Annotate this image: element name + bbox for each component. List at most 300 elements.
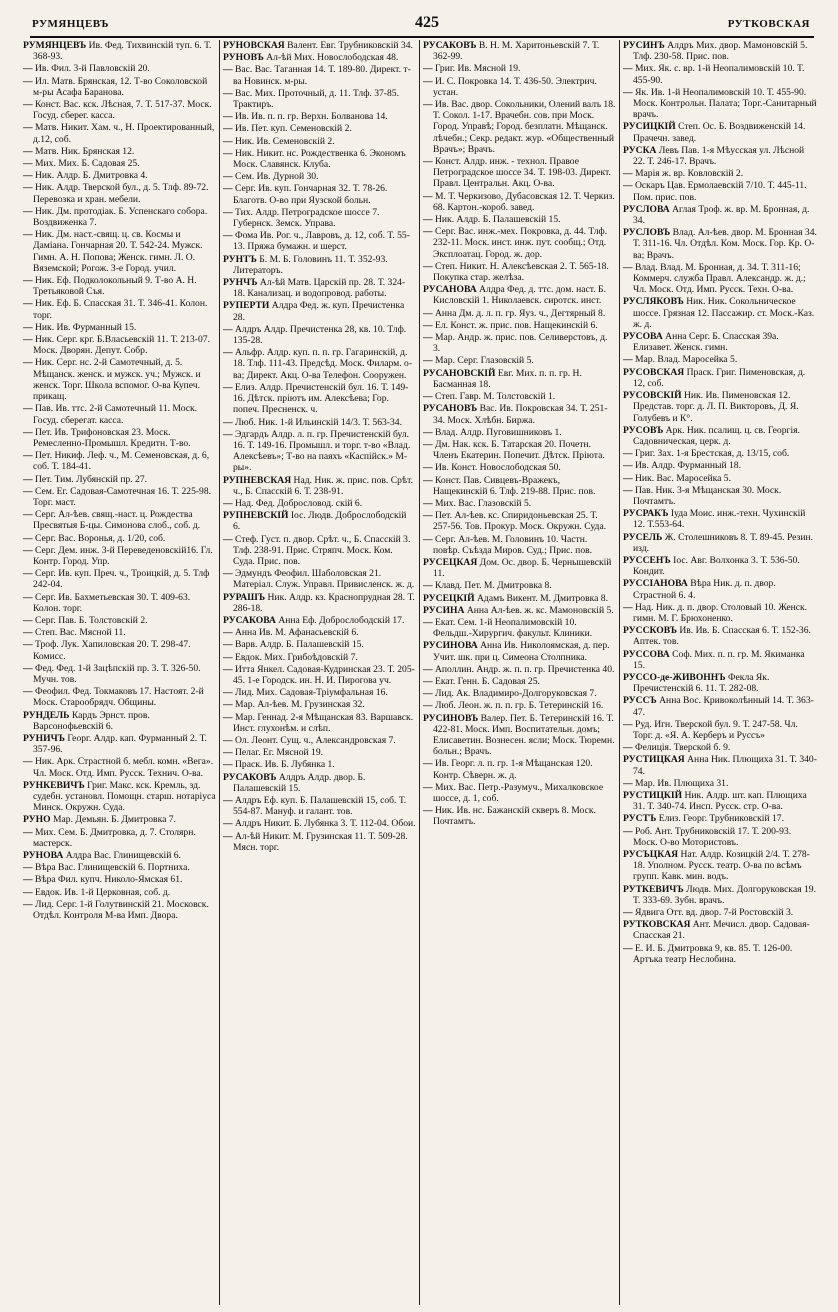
- header-rule: [30, 36, 814, 38]
- directory-entry: [623, 649, 817, 671]
- entry-surname: —: [423, 355, 433, 367]
- directory-entry: [423, 700, 616, 711]
- directory-entry: [423, 534, 616, 556]
- entry-surname: —: [223, 699, 233, 711]
- entry-surname: —: [623, 907, 633, 919]
- entry-details: Ник. Арк. Страстной б. мебл. комн. «Вега». Чл. Моск. Отд. Имп. Русск. Технич. О-ва.: [32, 756, 214, 779]
- entry-details: Арк. Ник. псалищ. ц. св. Георгія. Садовническая, церк. д.: [633, 424, 800, 447]
- entry-surname: —: [23, 321, 33, 333]
- entry-surname: РУССЪ: [623, 695, 657, 707]
- entry-details: Праск. Ив. Б. Лубянка 1.: [232, 759, 335, 771]
- entry-details: Влад. Алдр. Пуговишниковъ 1.: [432, 426, 562, 438]
- entry-details: Григ. Ив. Мясной 19.: [432, 63, 521, 75]
- directory-entry: [23, 568, 216, 590]
- entry-surname: РУСТИЦКАЯ: [623, 754, 685, 766]
- entry-surname: —: [23, 403, 33, 415]
- entry-details: Конст. Алдр. инж. - технол. Правое Петроградское шоссе 34. Т. 198-03. Директ. Правл. Центральн. Акц. О-ва.: [432, 156, 611, 190]
- directory-entry: [223, 652, 416, 663]
- entry-surname: —: [23, 170, 33, 182]
- directory-entry: [23, 850, 216, 861]
- entry-surname: —: [23, 122, 33, 134]
- entry-surname: —: [223, 428, 233, 440]
- entry-details: Григ. Зах. 1-я Брестская, д. 13/15, соб.: [632, 448, 790, 460]
- entry-details: Алдра Фед. д. ттс. дом. наст. Б. Кисловскій 1. Николаевск. сиротск. инст.: [433, 284, 606, 307]
- entry-surname: РУСЛОВА: [623, 203, 670, 215]
- entry-surname: —: [623, 261, 633, 273]
- entry-surname: —: [623, 825, 633, 837]
- directory-entry: [23, 814, 216, 825]
- entry-details: Вѣра Вас. Глинищевскій 6. Портниха.: [32, 862, 190, 874]
- entry-surname: РУСЪЦКАЯ: [623, 849, 679, 861]
- entry-details: Троф. Лук. Хапиловская 20. Т. 298-47. Комисс.: [32, 639, 191, 662]
- entry-details: Вѣра Ник. д. п. двор. Страстной 6. 4.: [633, 578, 776, 601]
- directory-entry: [223, 759, 416, 770]
- entry-surname: —: [423, 474, 433, 486]
- entry-surname: —: [223, 568, 233, 580]
- entry-surname: —: [223, 206, 233, 218]
- entry-surname: —: [623, 180, 633, 192]
- entry-details: Конст. Вас. кск. Лѣсная, 7. Т. 517-37. Моск. Госуд. сберег. касса.: [32, 99, 212, 122]
- entry-details: Екат. Генн. Б. Садовая 25.: [432, 675, 540, 687]
- directory-entry: [23, 887, 216, 898]
- entry-surname: РУССІАНОВА: [623, 578, 688, 590]
- entry-details: Серг. Дем. инж. 3-й Переведеновскій16. Гл. Контр. Город. Упр.: [32, 544, 213, 567]
- entry-surname: —: [223, 663, 233, 675]
- entry-details: Тих. Алдр. Петроградское шоссе 7. Губернск. Земск. Управа.: [232, 206, 380, 230]
- entry-details: Б. М. Б. Головинъ 11. Т. 352-93. Литераторъ.: [233, 253, 388, 276]
- entry-details: Праск. Григ. Пименовская, д. 12, соб.: [633, 366, 806, 389]
- entry-surname: —: [23, 473, 33, 485]
- entry-details: Эдмундъ Феофил. Шаболовская 21. Матеріал. Служ. Управл. Привисленск. ж. д.: [232, 568, 415, 591]
- entry-details: Вас. Мих. Проточный, д. 11. Тлф. 37-85. Трактиръ.: [232, 87, 399, 111]
- directory-entry: [23, 827, 216, 849]
- header-right-word: РУТКОВСКАЯ: [727, 18, 810, 30]
- directory-entry: [223, 277, 416, 299]
- directory-entry: [23, 862, 216, 873]
- entry-details: Ив. Ив. п. п. гр. Верхн. Болванова 14.: [232, 111, 388, 123]
- directory-entry: [623, 602, 817, 624]
- entry-surname: РУНОВЪ: [223, 52, 264, 64]
- entry-surname: РУНОВА: [23, 850, 64, 862]
- directory-entry: [23, 474, 216, 485]
- entry-surname: —: [223, 135, 233, 147]
- entry-surname: —: [423, 616, 433, 628]
- entry-surname: —: [223, 183, 233, 195]
- entry-surname: РУПНЕВСКІЙ: [223, 510, 289, 522]
- directory-entry: [623, 296, 817, 330]
- entry-details: Ж. Столешниковъ 8. Т. 89-45. Резин. изд.: [633, 531, 813, 554]
- entry-details: Пелаг. Ег. Мясной 19.: [232, 747, 324, 759]
- entry-details: Ник. Серг. нс. 2-й Самотечный, д. 5. Мѣщанск. женск. и мужск. уч.; Мужск. и женск. Торг. Школа вспомог. О-ва Купеч. прикащ.: [32, 357, 201, 403]
- directory-entry: [623, 331, 817, 353]
- entry-surname: —: [23, 182, 33, 194]
- entry-details: Над. Фед. Добрословод. скій 6.: [232, 497, 363, 509]
- entry-surname: РУСИНОВЪ: [423, 712, 479, 724]
- entry-surname: —: [623, 777, 633, 789]
- entry-surname: —: [223, 87, 233, 99]
- entry-details: Анна Ник. Плющиха 31. Т. 340-74.: [633, 754, 817, 777]
- directory-entry: [423, 510, 616, 532]
- entry-details: Елиз. Алдр. Пречистенскій бул. 16. Т. 149-16. Дѣтск. пріютъ им. Алексѣева; Гор. попеч. Пресненск. ч.: [232, 381, 409, 416]
- directory-entry: [223, 510, 416, 532]
- entry-details: Георг. Алдр. кап. Фурманный 2. Т. 357-96.: [33, 732, 207, 756]
- entry-details: Алдръ Алдр. двор. Б. Палашевскій 15.: [233, 771, 366, 794]
- directory-entry: [223, 171, 416, 182]
- directory-entry: [623, 354, 817, 365]
- entry-details: Анна Ив. Николоямская, д. пер. Учит. шк. при ц. Симеона Столпника.: [433, 640, 610, 663]
- entry-details: Стеф. Густ. п. двор. Срѣт. ч., Б. Спасскій 3. Тлф. 238-91. Прис. Стряпч. Моск. Ком. Суда. Прис. пов.: [232, 533, 411, 567]
- directory-entry: [623, 40, 817, 62]
- entry-surname: —: [223, 533, 233, 545]
- entry-details: Мих. Вас. Глазовскій 5.: [432, 497, 532, 509]
- entry-surname: —: [423, 319, 433, 331]
- directory-entry: [623, 204, 817, 226]
- directory-entry: [23, 63, 216, 74]
- entry-details: Нат. Алдр. Козицкій 2/4. Т. 278-18. Уполном. Русск. театр. О-ва по всѣмъ групп. Кавк. мин. водъ.: [633, 849, 810, 883]
- entry-surname: —: [23, 229, 33, 241]
- entry-details: Над. Ник. ж. прис. пов. Срѣт. ч., Б. Спасскій 6. Т. 238-91.: [233, 474, 414, 497]
- entry-surname: —: [223, 818, 233, 830]
- entry-surname: —: [23, 756, 33, 768]
- entry-details: Ал-ѣй Матв. Царскій пр. 28. Т. 324-18. Канализац. и водопровод. работы.: [233, 277, 406, 300]
- entry-details: Мар. Андр. ж. прис. пов. Селиверстовъ, д. 3.: [432, 332, 608, 355]
- directory-entry: [423, 782, 616, 804]
- entry-surname: —: [423, 533, 433, 545]
- entry-details: Ив. Конст. Новослободская 50.: [432, 462, 561, 474]
- entry-details: Ив. Георг. л. п. гр. 1-я Мѣщанская 120. Контр. Сѣверн. ж. д.: [432, 758, 593, 781]
- directory-entry: [623, 425, 817, 447]
- directory-entry: [223, 230, 416, 252]
- directory-entry: [23, 710, 216, 732]
- entry-details: Валент. Евг. Трубниковскій 34.: [284, 40, 413, 51]
- entry-surname: —: [23, 334, 33, 346]
- directory-entry: [423, 475, 616, 497]
- entry-details: Лид. Мих. Садовая-Тріумфальная 16.: [232, 687, 388, 699]
- entry-details: Мих. Як. с. вр. 1-й Неопалимовскій 10. Т. 455-90.: [632, 63, 805, 86]
- entry-surname: —: [23, 158, 33, 170]
- directory-entry: [623, 826, 817, 848]
- entry-surname: РУСЕЛЬ: [623, 531, 663, 543]
- entry-surname: —: [23, 298, 33, 310]
- entry-details: Над. Ник. д. п. двор. Столовый 10. Женск. гимн. М. Г. Брюхоненко.: [632, 601, 808, 624]
- entry-details: Левъ Пав. 1-я Мѣусская ул. Лѣсной 22. Т. 246-17. Врачъ.: [633, 144, 805, 168]
- entry-surname: РУПЕРТИ: [223, 300, 270, 312]
- entry-details: Сем. Ег. Садовая-Самотечная 16. Т. 225-98. Торг. маст.: [32, 485, 212, 508]
- entry-surname: РУНДЕЛЬ: [23, 709, 70, 721]
- directory-entry: [23, 592, 216, 614]
- directory-entry: [423, 391, 616, 402]
- entry-details: Мар. Влад. Маросейка 5.: [632, 354, 738, 366]
- entry-details: Фед. Фед. 1-й Зацѣпскій пр. 3. Т. 326-50. Мучн. тов.: [32, 662, 201, 685]
- entry-details: Ник. Ник. Сокольническое шоссе. Грязная 12. Пассажир. ст. Моск.-Каз. ж. д.: [633, 296, 815, 330]
- entry-surname: —: [223, 64, 233, 76]
- entry-surname: —: [223, 687, 233, 699]
- entry-details: Ант. Мечисл. двор. Садовая-Спасская 21.: [633, 919, 810, 942]
- entry-details: В. Н. М. Харитоньевскій 7. Т. 362-99.: [433, 40, 600, 63]
- directory-entry: [623, 145, 817, 167]
- directory-entry: [623, 625, 817, 647]
- entry-details: Ник. Никит. нс. Рождественка 6. Экономъ Моск. Славянск. Клуба.: [232, 147, 406, 171]
- directory-entry: [423, 156, 616, 190]
- entry-surname: —: [623, 460, 633, 472]
- entry-surname: РУРАШЪ: [223, 591, 266, 603]
- entry-surname: РУСАНОВЪ: [423, 403, 478, 415]
- entry-details: Ал-ѣй Никит. М. Грузинская 11. Т. 509-28. Мясн. торг.: [232, 830, 408, 853]
- directory-entry: [423, 99, 616, 155]
- entry-details: Григ. Макс. кск. Кремль, зд. судебн. установл. Помощн. старш. нотаріуса Минск. Окружн. Суда.: [33, 779, 216, 814]
- entry-surname: —: [423, 75, 433, 87]
- entry-details: Евдок. Ив. 1-й Церковная, соб. д.: [32, 886, 171, 898]
- entry-surname: —: [223, 381, 233, 393]
- entry-details: Адамъ Викент. М. Дмитровка 8.: [474, 592, 608, 604]
- entry-surname: —: [623, 484, 633, 496]
- directory-entry: [23, 615, 216, 626]
- entry-details: Ник. Ив. Пименовская 12. Представ. торг. д. Л. П. Викторовъ, Д. Я. Голубевъ и К°.: [633, 390, 799, 424]
- entry-surname: РУНКЕВИЧЪ: [23, 779, 85, 791]
- directory-entry: [23, 206, 216, 228]
- entry-details: Мих. Вас. Петр.-Разумуч., Михалковское шоссе, д. 1, соб.: [432, 781, 604, 804]
- entry-surname: РУСРАКЪ: [623, 508, 669, 520]
- directory-entry: [223, 818, 416, 829]
- entry-surname: —: [223, 759, 233, 771]
- entry-surname: —: [223, 230, 233, 242]
- directory-entry: [623, 778, 817, 789]
- entry-surname: РУПНЕВСКАЯ: [223, 474, 292, 486]
- entry-surname: —: [23, 591, 33, 603]
- directory-entry: [223, 831, 416, 853]
- entry-surname: —: [223, 711, 233, 723]
- directory-entry: [23, 486, 216, 508]
- directory-entry: [23, 76, 216, 98]
- entry-details: М. Т. Черкизово, Дубасовская 12. Т. Черкиз. 68. Картон.-короб. завед.: [432, 190, 615, 213]
- directory-entry: [223, 64, 416, 86]
- directory-entry: [23, 427, 216, 449]
- entry-details: Соф. Мих. п. п. гр. М. Якиманка 15.: [633, 648, 805, 671]
- entry-surname: —: [423, 438, 433, 450]
- directory-entry: [623, 742, 817, 753]
- entry-surname: —: [423, 214, 433, 226]
- entry-surname: —: [623, 168, 633, 180]
- entry-details: Ник. Алдр. кз. Краснопрудная 28. Т. 286-18.: [233, 591, 415, 614]
- entry-surname: —: [423, 63, 433, 75]
- page-header: [10, 10, 828, 38]
- directory-entry: [223, 382, 416, 416]
- entry-details: Матв. Никит. Хам. ч., Н. Проектированный, д.12, соб.: [32, 122, 215, 145]
- directory-entry: [423, 226, 616, 260]
- entry-details: Ел. Конст. ж. прис. пов. Нащекинскій 6.: [432, 319, 598, 331]
- directory-entry: [23, 357, 216, 402]
- entry-details: Мар. Ив. Плющиха 31.: [632, 777, 729, 789]
- entry-details: Серг. Пав. Б. Толстовскій 2.: [32, 614, 148, 626]
- entry-surname: РУСТЪ: [623, 813, 657, 825]
- entry-surname: РУНОВСКАЯ: [223, 40, 285, 51]
- entry-details: Пет. Тим. Лубянскій пр. 27.: [32, 473, 148, 485]
- entry-details: Фекла Як. Пречистенскій 6. 11. Т. 282-08.: [633, 671, 770, 695]
- directory-entry: [23, 40, 216, 62]
- column-4: [620, 40, 820, 1305]
- entry-surname: —: [223, 147, 233, 159]
- directory-entry: [623, 813, 817, 824]
- entry-surname: РУМЯНЦЕВЪ: [23, 40, 87, 51]
- entry-details: Анна Вос. Кривоколѣнный 14. Т. 363-47.: [633, 695, 814, 718]
- directory-entry: [223, 417, 416, 428]
- entry-details: Фелиція. Тверской б. 9.: [632, 742, 731, 754]
- entry-surname: РУТКОВСКАЯ: [623, 919, 691, 931]
- entry-surname: —: [423, 260, 433, 272]
- directory-entry: [623, 532, 817, 554]
- directory-entry: [23, 403, 216, 425]
- entry-details: Пет. Ив. Трифоновская 23. Моск. Ремесленно-Промышл. Кредитн. Т-во.: [32, 426, 191, 449]
- directory-entry: [423, 355, 616, 366]
- directory-entry: [23, 639, 216, 661]
- directory-entry: [223, 111, 416, 122]
- entry-details: Ник. Ив. нс. Бажанскій скверъ 8. Моск. Почтамтъ.: [432, 805, 596, 828]
- entry-details: Анна Ив. М. Афанасьевскій 6.: [232, 627, 359, 639]
- directory-entry: [23, 170, 216, 181]
- entry-surname: РУНТЪ: [223, 253, 257, 265]
- entry-surname: —: [423, 805, 433, 817]
- entry-details: Алдръ Никит. Б. Лубянка 3. Т. 112-04. Обои.: [232, 818, 416, 830]
- directory-entry: [623, 849, 817, 883]
- directory-entry: [623, 63, 817, 85]
- entry-surname: —: [23, 614, 33, 626]
- entry-surname: —: [23, 99, 33, 111]
- directory-entry: [423, 284, 616, 306]
- entry-surname: —: [423, 156, 433, 168]
- entry-details: Е. И. Б. Дмитровка 9, кв. 85. Т. 126-00. Артъка театр Неслобина.: [632, 942, 793, 965]
- entry-details: Анна Дм. д. л. п. гр. Яуз. ч., Дегтярный 8.: [432, 307, 606, 319]
- directory-entry: [223, 300, 416, 322]
- directory-entry: [23, 663, 216, 685]
- directory-entry: [423, 688, 616, 699]
- entry-surname: —: [423, 781, 433, 793]
- entry-details: Ник. Алдр. шт. кап. Плющиха 31. Т. 340-74. Инсп. Русск. стр. О-ва.: [633, 790, 807, 813]
- entry-details: Ник. Еф. Подколокольный 9. Т-во А. Н. Третьяковой Съя.: [32, 275, 197, 298]
- entry-details: И. С. Покровка 14. Т. 436-50. Электрич. устан.: [432, 75, 597, 98]
- column-1: [20, 40, 220, 1305]
- directory-entry: [223, 207, 416, 229]
- entry-surname: —: [23, 426, 33, 438]
- entry-surname: РУСЕЦКАЯ: [423, 556, 478, 568]
- directory-entry: [23, 686, 216, 708]
- entry-surname: —: [23, 450, 33, 462]
- entry-surname: РУСАКОВЪ: [423, 40, 477, 51]
- directory-entry: [423, 76, 616, 98]
- entry-details: Ник. Алдр. Б. Дмитровка 4.: [32, 170, 148, 182]
- directory-entry: [23, 298, 216, 320]
- entry-surname: —: [23, 826, 33, 838]
- directory-entry: [223, 123, 416, 134]
- page-number: 425: [415, 14, 439, 31]
- entry-surname: —: [623, 63, 633, 75]
- entry-details: Ив. Фил. 3-й Павловскій 20.: [32, 63, 150, 75]
- directory-entry: [23, 450, 216, 472]
- entry-surname: —: [623, 718, 633, 730]
- directory-entry: [623, 672, 817, 694]
- directory-entry: [223, 627, 416, 638]
- entry-details: Альфр. Алдр. куп. п. п. гр. Гагаринскій, д. 18. Тлф. 111-43. Предсѣд. Моск. Филарм. о-ва; Директ. Акц. О-ва Телефон. Сооружен.: [232, 347, 413, 381]
- entry-surname: —: [23, 639, 33, 651]
- entry-details: Ил. Матв. Брянская, 12. Т-во Соколовской м-ры Асафа Баранова.: [32, 75, 208, 98]
- entry-surname: —: [623, 742, 633, 754]
- entry-surname: РУСЛОВЪ: [623, 227, 671, 239]
- directory-entry: [623, 907, 817, 918]
- entry-surname: РУСОВСКІЙ: [623, 390, 682, 402]
- entry-surname: —: [423, 510, 433, 522]
- entry-details: Ядвига Отт. вд. двор. 7-й Ростовскій 3.: [632, 907, 794, 919]
- entry-details: Ив. Пет. куп. Семеновскій 2.: [232, 123, 352, 135]
- directory-entry: [423, 498, 616, 509]
- entry-details: Матв. Ник. Брянская 12.: [32, 145, 135, 157]
- entry-details: Аглая Троф. ж. вр. М. Бронная, д. 34.: [633, 203, 810, 227]
- directory-entry: [23, 899, 216, 921]
- directory-entry: [223, 148, 416, 170]
- directory-entry: [223, 324, 416, 346]
- directory-entry: [23, 322, 216, 333]
- entry-surname: —: [223, 347, 233, 359]
- entry-surname: —: [423, 497, 433, 509]
- entry-surname: —: [223, 123, 233, 135]
- entry-details: Валер. Пет. Б. Тетеринскій 16. Т. 422-81. Моск. Имп. Воспитательн. домъ; Елисаветин. Вознесен. ясли; Моск. Тюремн. больн.; Врачъ.: [433, 712, 615, 758]
- entry-details: Людв. Мих. Долгоруковская 19. Т. 333-69. Зубн. врачъ.: [633, 883, 816, 906]
- entry-surname: —: [23, 627, 33, 639]
- entry-surname: —: [23, 63, 33, 75]
- entry-surname: —: [23, 898, 33, 910]
- directory-entry: [223, 254, 416, 276]
- entry-surname: РУНЧЪ: [223, 277, 258, 289]
- entry-details: Марія ж. вр. Ковловскій 2.: [632, 168, 744, 180]
- directory-entry: [23, 509, 216, 531]
- entry-details: Ник. Дм. протодіак. Б. Успенскаго собора. Воздвиженка 7.: [32, 205, 208, 229]
- entry-surname: —: [23, 275, 33, 287]
- directory-entry: [423, 805, 616, 827]
- directory-entry: [423, 676, 616, 687]
- directory-entry: [23, 229, 216, 274]
- directory-entry: [223, 747, 416, 758]
- entry-surname: —: [423, 332, 433, 344]
- directory-entry: [423, 191, 616, 213]
- directory-entry: [623, 555, 817, 577]
- directory-entry: [23, 334, 216, 356]
- entry-details: Мих. Сем. Б. Дмитровка, д. 7. Столярн. мастерск.: [32, 826, 196, 849]
- entry-details: Екат. Сем. 1-й Неопалимовскій 10. Фельдш.-Хирургич. факульт. Клиники.: [432, 616, 593, 640]
- entry-details: Люб. Ник. 1-й Ильинскій 14/3. Т. 563-34.: [232, 416, 402, 428]
- directory-entry: [423, 63, 616, 74]
- entry-details: Ник. Дм. наст.-свящ. ц. св. Космы и Даміана. Гончарная 20. Т. 542-24. Мужск. Гимн. А. Н. Попова; Женск. гимн. Л. О. Вяземской; Рогож. 3-е Город. учил.: [32, 229, 203, 274]
- entry-details: Мар. Демьян. Б. Дмитровка 7.: [50, 814, 176, 826]
- entry-details: Влад. Влад. М. Бронная, д. 34. Т. 311-16; Коммерч. служба Правл. Александр. ж. д.; Чл. Моск. Отд. Имп. Русск. Техн. О-ва.: [632, 261, 806, 296]
- entry-details: Серг. Ал-ѣев. свящ.-наст. ц. Рождества Пресвятыя Б-цы. Симонова слоб., соб. д.: [32, 509, 201, 532]
- entry-details: Серг. Ив. Бахметьевская 30. Т. 409-63. Колон. торг.: [32, 591, 191, 614]
- entry-details: Роб. Ант. Трубниковскій 17. Т. 200-93. Моск. О-во Мотористовъ.: [632, 825, 792, 848]
- directory-entry: [23, 122, 216, 144]
- entry-details: Вѣра Фил. купч. Николо-Ямская 61.: [32, 874, 183, 886]
- entry-surname: РУНИЧЪ: [23, 732, 65, 744]
- directory-entry: [23, 733, 216, 755]
- entry-surname: —: [223, 171, 233, 183]
- entry-surname: —: [423, 391, 433, 403]
- entry-details: Ив. Фед. Тихвинскій туп. 6. Т. 368-93.: [33, 40, 212, 63]
- entry-surname: —: [23, 509, 33, 521]
- directory-entry: [623, 87, 817, 121]
- entry-details: Евг. Мих. п. п. гр. Н. Басманная 18.: [433, 367, 582, 390]
- entry-surname: —: [223, 795, 233, 806]
- directory-entry: [423, 40, 616, 62]
- directory-entry: [423, 308, 616, 319]
- entry-details: Анна Еф. Доброслободскій 17.: [275, 614, 405, 626]
- directory-entry: [623, 448, 817, 459]
- entry-surname: РУСАКОВЪ: [223, 771, 277, 783]
